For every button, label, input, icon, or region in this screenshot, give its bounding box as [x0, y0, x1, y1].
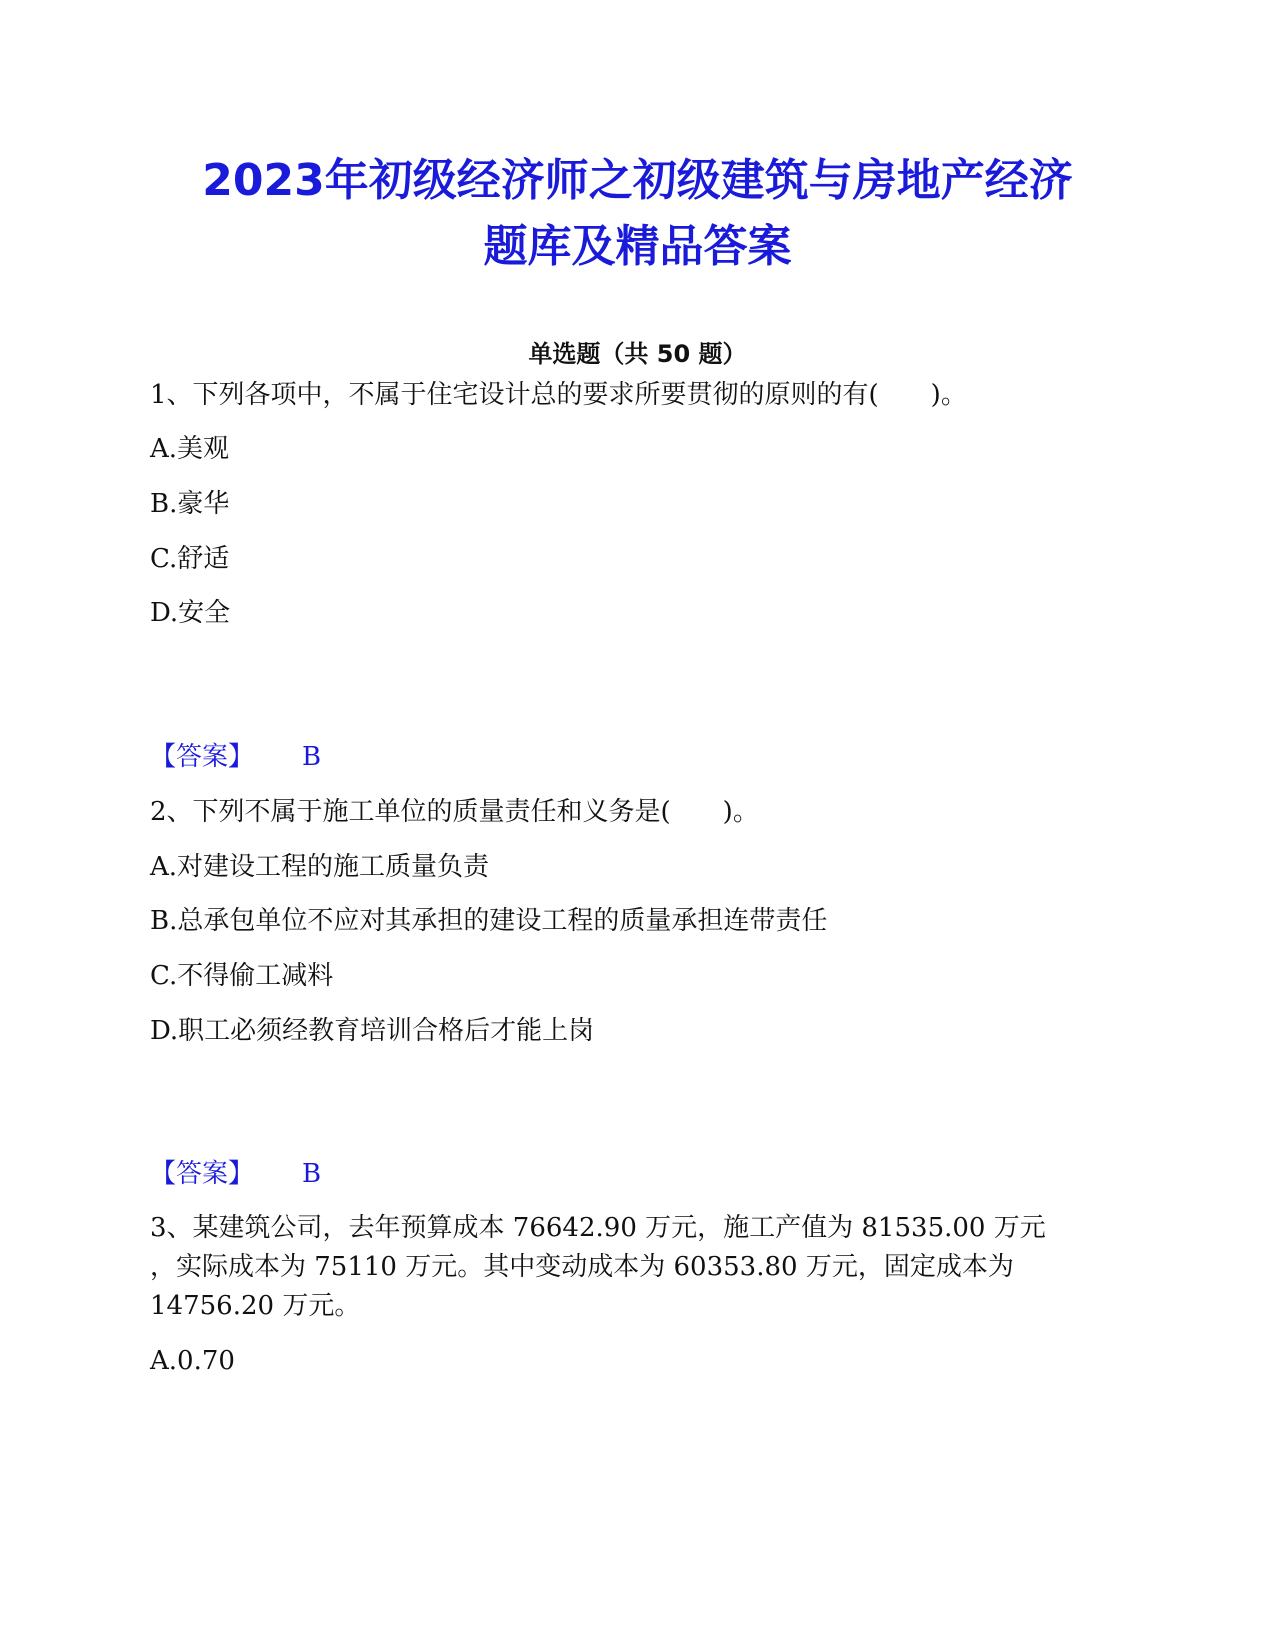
question-2-stem: 2、下列不属于施工单位的质量责任和义务是( )。 [150, 797, 759, 827]
question-2-option-b: B.总承包单位不应对其承担的建设工程的质量承担连带责任 [150, 906, 828, 936]
answer-value: B [302, 1159, 322, 1189]
question-2-option-a: A.对建设工程的施工质量负责 [150, 852, 490, 882]
question-2-answer [150, 1157, 321, 1191]
question-1-option-d: D.安全 [150, 598, 231, 628]
answer-value: B [302, 742, 322, 772]
section-title: 单选题（共 50 题） [528, 340, 747, 368]
question-1-answer [150, 740, 321, 774]
question-3-stem-line-1: 3、某建筑公司，去年预算成本 76642.90 万元，施工产值为 81535.00 万元 [150, 1213, 1046, 1243]
question-2-option-d: D.职工必须经教育培训合格后才能上岗 [150, 1016, 595, 1046]
question-1-option-b: B.豪华 [150, 489, 230, 519]
question-1-option-c: C.舒适 [150, 544, 230, 574]
document-title-line-1: 2023年初级经济师之初级建筑与房地产经济 [202, 155, 1073, 206]
document-title-line-2: 题库及精品答案 [483, 221, 792, 272]
question-1-option-a: A.美观 [150, 434, 230, 464]
document-title [0, 148, 1275, 280]
question-2-option-c: C.不得偷工减料 [150, 961, 334, 991]
question-3-stem-line-3: 14756.20 万元。 [150, 1291, 361, 1321]
question-3-option-a: A.0.70 [150, 1346, 235, 1376]
answer-label: 【答案】 [150, 1159, 255, 1189]
question-3-stem-line-2: ，实际成本为 75110 万元。其中变动成本为 60353.80 万元，固定成本为 [150, 1252, 1014, 1282]
answer-label: 【答案】 [150, 742, 255, 772]
question-1-stem: 1、下列各项中，不属于住宅设计总的要求所要贯彻的原则的有( )。 [150, 380, 967, 410]
